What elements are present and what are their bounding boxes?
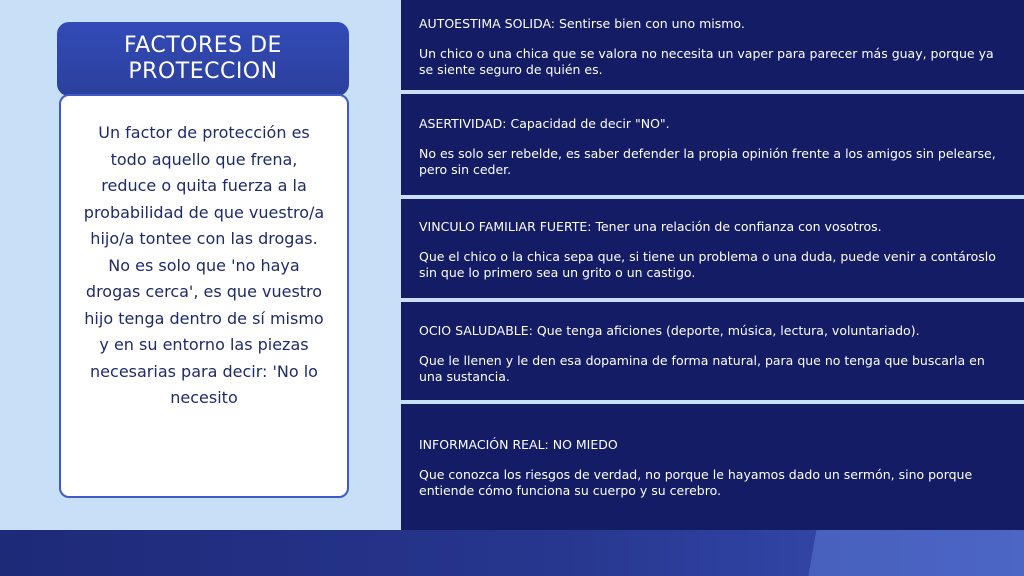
- factor-panel-asertividad: [401, 94, 1024, 195]
- factor-body: Que conozca los riesgos de verdad, no porque le hayamos dado un sermón, sino porque entiende cómo funciona su cuerpo y su cerebro.: [419, 467, 973, 498]
- factor-body: Un chico o una chica que se valora no necesita un vaper para parecer más guay, porque ya se siente seguro de quién es.: [419, 46, 994, 77]
- factor-heading: INFORMACIÓN REAL: NO MIEDO: [419, 437, 618, 452]
- factor-heading: OCIO SALUDABLE: Que tenga aficiones (deporte, música, lectura, voluntariado).: [419, 323, 920, 338]
- bottom-band: [0, 530, 1024, 576]
- factor-body: Que el chico o la chica sepa que, si tiene un problema o una duda, puede venir a contároslo sin que lo primero sea un grito o un castigo.: [419, 249, 996, 280]
- page-title: FACTORES DE PROTECCION: [124, 33, 282, 84]
- intro-paragraph: No es solo que 'no haya drogas cerca', es que vuestro hijo tenga dentro de sí mismo y en su entorno las piezas necesarias para decir: 'No lo necesito: [84, 255, 324, 407]
- factor-panel-vinculo: [401, 199, 1024, 298]
- factor-body: No es solo ser rebelde, es saber defender la propia opinión frente a los amigos sin pelearse, pero sin ceder.: [419, 146, 996, 177]
- bottom-band-shape: [724, 530, 1024, 576]
- factor-panel-autoestima: [401, 0, 1024, 90]
- factor-heading: VINCULO FAMILIAR FUERTE: Tener una relación de confianza con vosotros.: [419, 219, 882, 234]
- intro-box: [59, 94, 349, 498]
- factor-heading: ASERTIVIDAD: Capacidad de decir "NO".: [419, 116, 670, 131]
- title-box: [57, 22, 349, 96]
- factor-panel-ocio: [401, 302, 1024, 400]
- factor-body: Que le llenen y le den esa dopamina de forma natural, para que no tenga que buscarla en una sustancia.: [419, 353, 985, 384]
- intro-paragraph: Un factor de protección es todo aquello que frena, reduce o quita fuerza a la probabilidad de que vuestro/a hijo/a tontee con las drogas.: [83, 123, 325, 248]
- factor-heading: AUTOESTIMA SOLIDA: Sentirse bien con uno mismo.: [419, 16, 745, 31]
- factor-panel-informacion: [401, 404, 1024, 530]
